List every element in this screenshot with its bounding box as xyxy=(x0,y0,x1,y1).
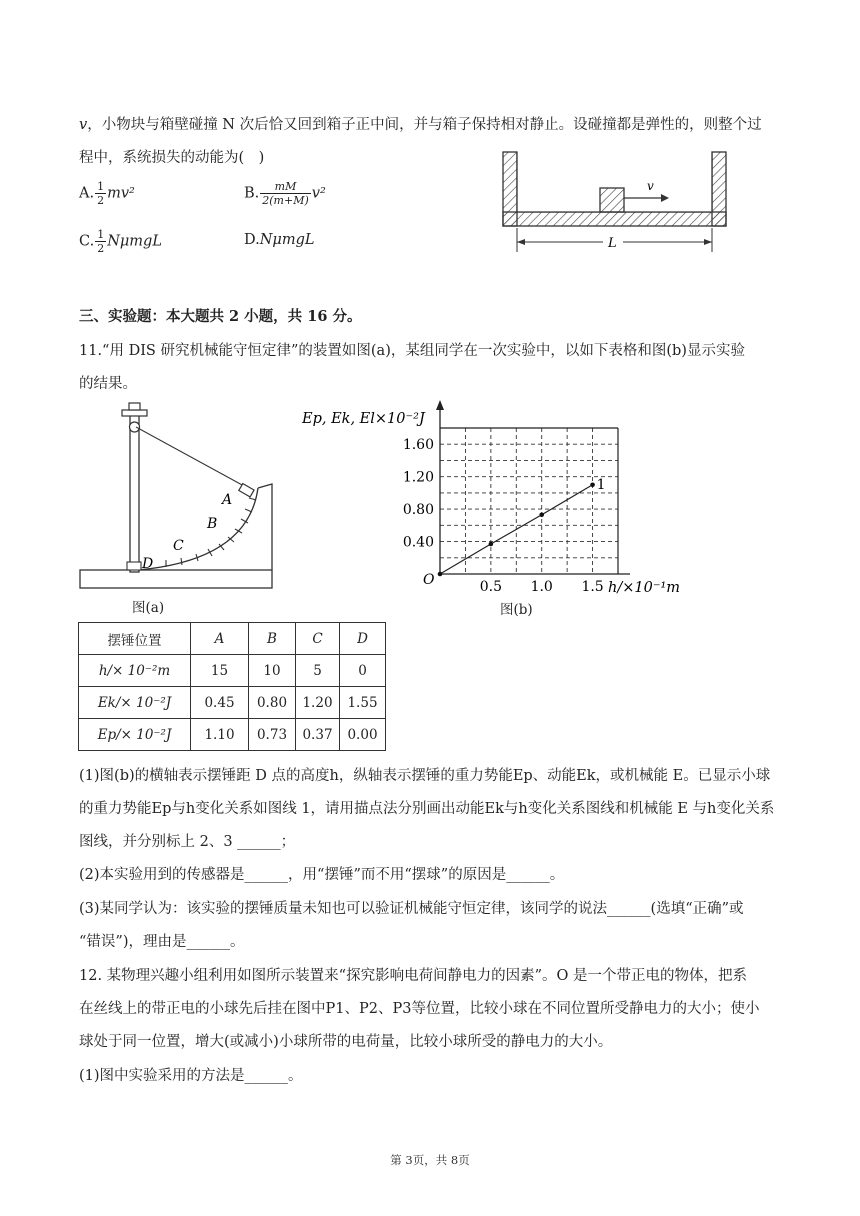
option-b xyxy=(244,180,326,207)
point-b-label: B xyxy=(207,516,218,532)
table-header: D xyxy=(340,623,386,655)
x-tick-label: 0.5 xyxy=(479,579,502,595)
y-tick-label: 1.20 xyxy=(402,469,434,486)
frac-den: 2 xyxy=(97,242,105,255)
x-axis-label: h/×10⁻¹m xyxy=(608,580,681,596)
option-d xyxy=(244,232,315,248)
q11-sub2: (2)本实验用到的传感器是______，用“摆锤”而不用“摆球”的原因是______。 xyxy=(79,867,565,883)
data-table xyxy=(78,622,386,751)
y-axis-label: Ep, Ek, El×10⁻²J xyxy=(302,411,425,427)
q11-intro-line1: 11.“用 DIS 研究机械能守恒定律”的装置如图(a)，某组同学在一次实验中，以如下表格和图(b)显示实验 xyxy=(79,343,745,359)
table-cell: 5 xyxy=(296,655,340,687)
point-d-label: D xyxy=(142,556,154,572)
small-block xyxy=(600,188,624,212)
option-a-expr: mv² xyxy=(107,185,135,202)
table-cell: 0.37 xyxy=(296,719,340,751)
table-cell: 1.55 xyxy=(340,687,386,719)
table-cell: 15 xyxy=(191,655,249,687)
fraction xyxy=(95,180,106,207)
option-d-expr: NμmgL xyxy=(259,232,315,248)
q10-line2: 程中，系统损失的动能为( ) xyxy=(79,150,265,166)
data-point xyxy=(590,482,595,487)
fraction xyxy=(95,228,106,255)
series-label: 1 xyxy=(596,476,606,493)
table-header-row xyxy=(79,623,386,655)
table-cell: 0.00 xyxy=(340,719,386,751)
option-a xyxy=(79,180,135,207)
table-header: 摆锤位置 xyxy=(79,623,191,655)
frac-den: 2(m+M) xyxy=(262,194,309,207)
fraction xyxy=(260,180,311,207)
option-c xyxy=(79,228,162,255)
chart-series xyxy=(438,477,606,577)
q11-sub3-line2: “错误”)，理由是______。 xyxy=(79,934,245,950)
table-cell: 0.80 xyxy=(249,687,296,719)
q12-line3: 球处于同一位置，增大(或减小)小球所带的电荷量，比较小球所受的静电力的大小。 xyxy=(79,1034,613,1050)
option-c-expr: NμmgL xyxy=(107,233,162,250)
table-header: B xyxy=(249,623,296,655)
q12-line2: 在丝线上的带正电的小球先后挂在图中P1、P2、P3等位置，比较小球在不同位置所受静电力的大小；使小 xyxy=(79,1001,760,1017)
table-header: A xyxy=(191,623,249,655)
q12-sub1: (1)图中实验采用的方法是______。 xyxy=(79,1068,303,1084)
table-row xyxy=(79,719,386,751)
pendulum-apparatus-figure xyxy=(78,402,278,592)
figure-b-caption: 图(b) xyxy=(500,602,533,618)
data-point xyxy=(438,572,443,577)
origin-label: O xyxy=(423,572,435,588)
section-heading: 三、实验题：本大题共 2 小题，共 16 分。 xyxy=(79,308,362,325)
y-tick-label: 0.80 xyxy=(402,502,434,519)
data-point xyxy=(489,542,494,547)
q11-sub1-line2: 的重力势能Ep与h变化关系如图线 1，请用描点法分别画出动能Ek与h变化关系图线和机械能 E 与h变化关系 xyxy=(79,801,775,817)
table-row xyxy=(79,687,386,719)
box-bottom xyxy=(503,212,726,226)
table-row-label: h/× 10⁻²m xyxy=(79,655,191,687)
table-row xyxy=(79,655,386,687)
data-point xyxy=(539,512,544,517)
option-d-label: D. xyxy=(244,232,260,248)
q12-line1: 12. 某物理兴趣小组利用如图所示装置来“探究影响电荷间静电力的因素”。O 是一个带正电的物体，把系 xyxy=(79,968,747,984)
table-cell: 1.10 xyxy=(191,719,249,751)
q11-sub1-line1: (1)图(b)的横轴表示摆锤距 D 点的高度h，纵轴表示摆锤的重力势能Ep、动能Ek，或机械能 E。已显示小球 xyxy=(79,768,771,784)
x-tick-label: 1.0 xyxy=(530,579,553,595)
option-c-label: C. xyxy=(79,233,95,250)
page-footer: 第 3页，共 8页 xyxy=(390,1153,470,1167)
pendulum-bob xyxy=(239,484,254,497)
q11-sub3-line1: (3)某同学认为：该实验的摆锤质量未知也可以验证机械能守恒定律，该同学的说法______(选填“正确”或 xyxy=(79,901,744,917)
length-label: L xyxy=(608,236,617,251)
table-header: C xyxy=(296,623,340,655)
frac-num: mM xyxy=(260,180,311,194)
y-axis-arrow xyxy=(436,400,444,410)
table-cell: 0.45 xyxy=(191,687,249,719)
frac-num: 1 xyxy=(97,228,105,241)
option-b-label: B. xyxy=(244,185,260,202)
table-cell: 10 xyxy=(249,655,296,687)
energy-chart xyxy=(296,396,696,602)
point-c-label: C xyxy=(173,538,184,554)
option-a-label: A. xyxy=(79,185,95,202)
table-cell: 0.73 xyxy=(249,719,296,751)
pendulum-post xyxy=(130,414,139,572)
figure-a-caption: 图(a) xyxy=(132,600,165,616)
q10-line1 xyxy=(79,113,762,134)
q10-line1-text: ，小物块与箱壁碰撞 N 次后恰又回到箱子正中间，并与箱子保持相对静止。设碰撞都是弹性的，则整个过 xyxy=(87,117,762,133)
y-tick-label: 0.40 xyxy=(402,534,434,551)
frac-num: 1 xyxy=(97,180,105,193)
frac-den: 2 xyxy=(97,194,105,207)
velocity-symbol: v xyxy=(79,117,88,133)
table-cell: 0 xyxy=(340,655,386,687)
chart-grid xyxy=(440,428,618,574)
option-b-expr: v² xyxy=(311,185,326,202)
point-a-label: A xyxy=(222,492,233,508)
box-figure xyxy=(495,148,735,260)
table-cell: 1.20 xyxy=(296,687,340,719)
q11-intro-line2: 的结果。 xyxy=(79,376,137,392)
pendulum-string xyxy=(136,427,244,486)
x-tick-label: 1.5 xyxy=(581,579,604,595)
velocity-label: v xyxy=(647,179,654,193)
table-row-label: Ek/× 10⁻²J xyxy=(79,687,191,719)
y-tick-label: 1.60 xyxy=(402,437,434,454)
q11-sub1-line3: 图线，并分别标上 2、3 ______； xyxy=(79,834,296,850)
table-row-label: Ep/× 10⁻²J xyxy=(79,719,191,751)
